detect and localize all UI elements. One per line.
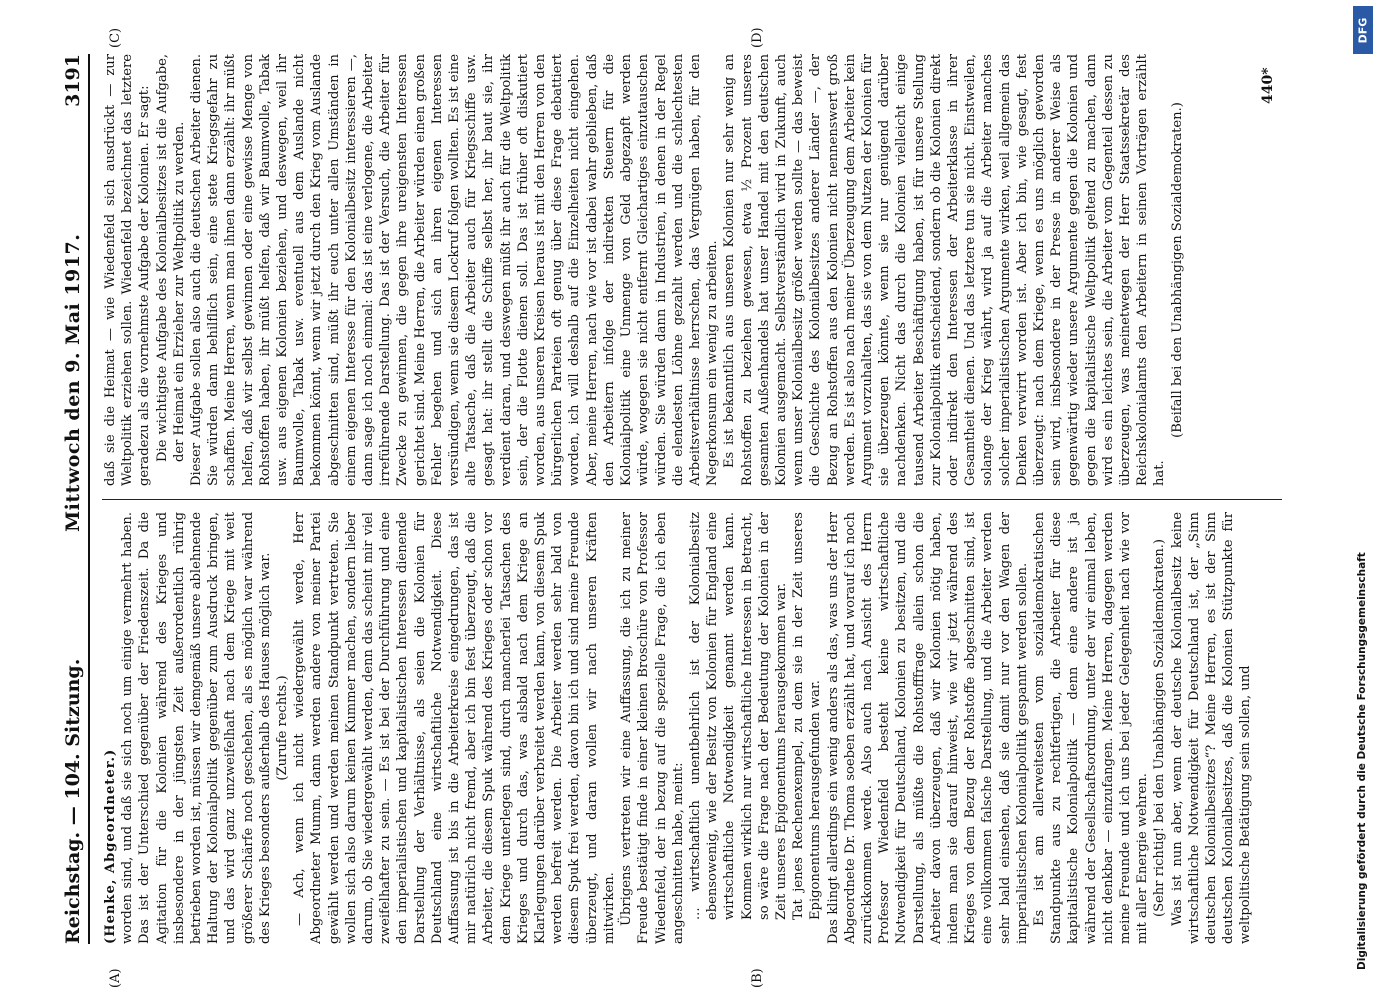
digitization-credit [1350, 10, 1376, 990]
quotation: Die wichtigste Aufgabe des Kolonialbesitzes ist die Aufgabe, der Heimat ein Erzieher zur Weltpolitik zu werden. [154, 54, 187, 462]
paragraph: daß sie die Heimat — wie Wiedenfeld sich ausdrückt — zur Weltpolitik erziehen sollen. Wiedenfeld bezeichnet das letztere geradezu als die vornehmste Aufgabe der Kolonien. Er sagt: [103, 54, 153, 486]
column-rule [102, 499, 1282, 500]
dfg-logo-icon: DFG [1353, 6, 1373, 54]
margin-mark-c: (C) [108, 27, 123, 48]
paragraph: worden sind, und daß sie sich noch um einige vermehrt haben. Das ist der Unterschied gegenüber der Friedenszeit. Da die Agitation für die Kolonien während des Krieges und insbesondere in der jüngsten Zeit außerordentlich rührig betrieben worden ist, müssen wir demgemäß unsere ablehnende Haltung der Kolonialpolitik gegenüber zum Ausdruck bringen, und das wird ganz unzweifelhaft nach dem Kriege mit weit größerer Schärfe noch geschehen, als es möglich war während des Krieges besonders außerhalb des Hauses möglich war. [120, 512, 273, 944]
page-number: 3191 [62, 54, 84, 107]
margin-mark-b: (B) [750, 968, 765, 988]
speaker-line: (Henke, Abgeordneter.) [103, 748, 118, 944]
page-body [60, 27, 1290, 988]
paragraph: Dieser Aufgabe sollen also auch die deutschen Arbeiter dienen. Sie würden dann behilflich sein, eine stete Kriegsgefahr zu schaffen. Meine Herren, wenn man ihnen dann erzählt: ihr müßt helfen, daß wir selbst gewinnen oder eine gewisse Menge von Rohstoffen haben, ihr müßt helfen, daß wir Baumwolle, Tabak usw. aus eigenen Kolonien beziehen, und deswegen, weil ihr Baumwolle, Tabak usw. eventuell aus dem Auslande nicht bekommen könnt, wenn wir jetzt durch den Krieg vom Auslande abgeschnitten sind, müßt ihr euch unter allen Umständen in einem eigenen Interesse für den Kolonialbesitz interessieren —, dann sage ich noch einmal: das ist eine verlogene, die Arbeiter irreführende Darstellung. Das ist der Versuch, die Arbeiter für Zwecke zu gewinnen, die gegen ihre ureigensten Interessen gerichtet sind. Meine Herren, die Arbeiter würden einen großen Fehler begehen und sich an ihren eigenen Interessen versündigen, wenn sie diesem Lockruf folgen wollten. Es ist eine alte Tatsache, daß die Arbeiter auch für Kriegsschiffe usw. gesagt hat: ihr stellt die Schiffe selbst her, ihr baut sie, ihr verdient daran, und deswegen müßt ihr auch für die Weltpolitik sein, der die Flotte dienen soll. Das ist früher oft diskutiert worden, aus unseren Kreisen heraus ist mit den Herren von den bürgerlichen Parteien oft genug über diese Frage debattiert worden, ich will deshalb auf die Einzelheiten nicht eingehen. Aber, meine Herren, nach wie vor ist dabei wahr geblieben, daß den Arbeitern infolge der indirekten Steuern für die Kolonialpolitik eine Unmenge von Geld abgezapft werden würde, wogegen sie nicht entfernt Gleichartiges einzutauschen würden. Sie würden dann in Industrien, in denen in der Regel die elendesten Löhne gezahlt werden und die schlechtesten Arbeitsverhältnisse herrschen, das Vergnügen haben, für den Negerkonsum ein wenig zu arbeiten. [189, 54, 721, 486]
paragraph: Es ist am allerweitesten vom sozialdemokratischen Standpunkte aus zu rechtfertigen, die Arbeiter für diese kapitalistische Kolonialpolitik — denn eine andere ist ja während der Gesellschaftsordnung, unter der wir einmal leben, nicht denkbar — einzufangen. Meine Herren, dagegen werden meine Freunde und ich uns bei jeder Gelegenheit nach wie vor mit aller Energie wehren. [1031, 512, 1151, 944]
running-head [60, 54, 90, 944]
running-head-date: Mittwoch den 9. Mai 1917. [62, 233, 84, 532]
credit-text: Digitalisierung gefördert durch die Deutsche Forschungsgemeinschaft [1356, 552, 1368, 970]
signature-mark: 440* [1260, 67, 1276, 104]
margin-mark-d: (D) [750, 27, 765, 48]
right-column [102, 54, 1282, 486]
paragraph: Es ist bekanntlich aus unseren Kolonien nur sehr wenig an Rohstoffen zu beziehen gewesen, etwa ½ Prozent unseres gesamten Außenhandels hat unser Handel mit den deutschen Kolonien ausgemacht. Selbstverständlich wird in Zukunft, auch wenn unser Kolonialbesitz größer werden sollte — das beweist die Geschichte des Kolonialbesitzes anderer Länder —, der Bezug an Rohstoffen aus den Kolonien nicht nennenswert groß werden. Es ist also nach meiner Überzeugung dem Arbeiter kein Argument vorzuhalten, das sie von dem Nutzen der Kolonien für sie überzeugen könnte, wenn sie nur genügend darüber nachdenken. Nicht das durch die Kolonien vielleicht einige tausend Arbeiter Beschäftigung haben, ist für unsere Stellung zur Kolonialpolitik entscheidend, sondern ob die Kolonien direkt oder indirekt den Interessen der Arbeiterklasse in ihrer Gesamtheit dienen. Und das letztere tun sie nicht. Einstweilen, solange der Krieg währt, wird ja auf die Arbeiter manches solcher imperialistischen Argumente wirken, weil allgemein das Denken verwirrt worden ist. Aber ich bin, wie gesagt, fest überzeugt: nach dem Kriege, wenn es uns möglich geworden sein wird, insbesondere in der Presse in anderer Weise als gegenwärtig wieder unsere Argumente gegen die Kolonien und gegen die kapitalistische Weltpolitik geltend zu machen, dann wird es ein leichtes sein, die Arbeiter vom Gegenteil dessen zu überzeugen, was meinetwegen der Herr Staatssekretär des Reichskolonialamts den Arbeitern in seinen Vorträgen erzählt hat. [722, 54, 1168, 486]
quotation: ... wirtschaftlich unentbehrlich ist der Kolonialbesitz ebensowenig, wie der Besitz von Kolonien für England eine wirtschaftliche Notwendigkeit genannt werden kann. Kommen wirklich nur wirtschaftliche Interessen in Betracht, so wäre die Frage nach der Bedeutung der Kolonien in der Zeit unseres Epigonentums herausgekommen war. [687, 512, 789, 920]
interjection: (Sehr richtig! bei den Unabhängigen Sozialdemokraten.) [1152, 538, 1168, 918]
paragraph: Übrigens vertreten wir eine Auffassung, die ich zu meiner Freude bestätigt finde in einer kleinen Broschüre von Professor Wiedenfeld, der in bezug auf die spezielle Frage, die ich eben angeschnitten habe, meint: [619, 512, 686, 944]
left-column [102, 512, 1282, 944]
running-head-session: Reichstag. — 104. Sitzung. [62, 658, 84, 944]
interjection: (Beifall bei den Unabhängigen Sozialdemokraten.) [1169, 102, 1185, 438]
quotation: Tat jenes Rechenexempel, zu dem sie in der Zeit unseres Epigonentums herausgefunden war. [791, 512, 824, 920]
interjection: (Zurufe rechts.) [275, 675, 291, 781]
paragraph: — Ach, wenn ich nicht wiedergewählt werde, Herr Abgeordneter Mumm, dann werden andere von meiner Partei gewählt werden und werden meinen Standpunkt vertreten. Sie wollen sich also darum keinen Kummer machen, sondern lieber darum, ob Sie wiedergewählt werden, denn das scheint mir viel zweifelhafter zu sein. — Es ist bei der Durchführung und eine den imperialistischen und kapitalistischen Interessen dienende Darstellung der Verhältnisse, als seien die Kolonien für Deutschland eine wirtschaftliche Notwendigkeit. Diese Auffassung ist bis in die Arbeiterkreise eingedrungen, das ist mir natürlich nicht fremd, aber ich bin fest überzeugt, daß die Arbeiter, die diesem Spuk während des Krieges oder schon vor dem Kriege unterlegen sind, durch mancherlei Tatsachen des Krieges und durch das, was alsbald nach dem Kriege an Klarlegungen darüber verbreitet werden kann, von diesem Spuk werden befreit werden. Die Arbeiter werden sehr bald von diesem Spuk frei werden, davon bin ich und sind meine Freunde überzeugt, und daran wollen wir nach unseren Kräften mitwirken. [292, 512, 617, 944]
paragraph: Das klingt allerdings ein wenig anders als das, was uns der Herr Abgeordnete Dr. Thoma soeben erzählt hat, und worauf ich noch zurückkommen werde. Also auch nach Ansicht des Herrn Professor Wiedenfeld besteht keine wirtschaftliche Notwendigkeit für Deutschland, Kolonien zu besitzen, und die Darstellung, als müßte die Rohstofffrage allein schon die Arbeiter davon überzeugen, daß wir Kolonien nötig haben, indem man sie darauf hinweist, wie wir jetzt während des Krieges von dem Bezug der Rohstoffe abgeschnitten sind, ist eine vollkommen falsche Darstellung, und die Arbeiter werden sehr bald einsehen, daß sie damit nur vor den Wagen der imperialistischen Kolonialpolitik gespannt werden sollen. [825, 512, 1030, 944]
paragraph: Was ist nun aber, wenn der deutsche Kolonialbesitz keine wirtschaftliche Notwendigkeit für Deutschland ist, der „Sinn deutschen Kolonialbesitzes“? Meine Herren, es ist der Sinn deutschen Kolonialbesitzes, daß die Kolonien Stützpunkte für weltpolitische Betätigung sein sollen, und [1169, 512, 1254, 944]
margin-mark-a: (A) [108, 968, 123, 988]
